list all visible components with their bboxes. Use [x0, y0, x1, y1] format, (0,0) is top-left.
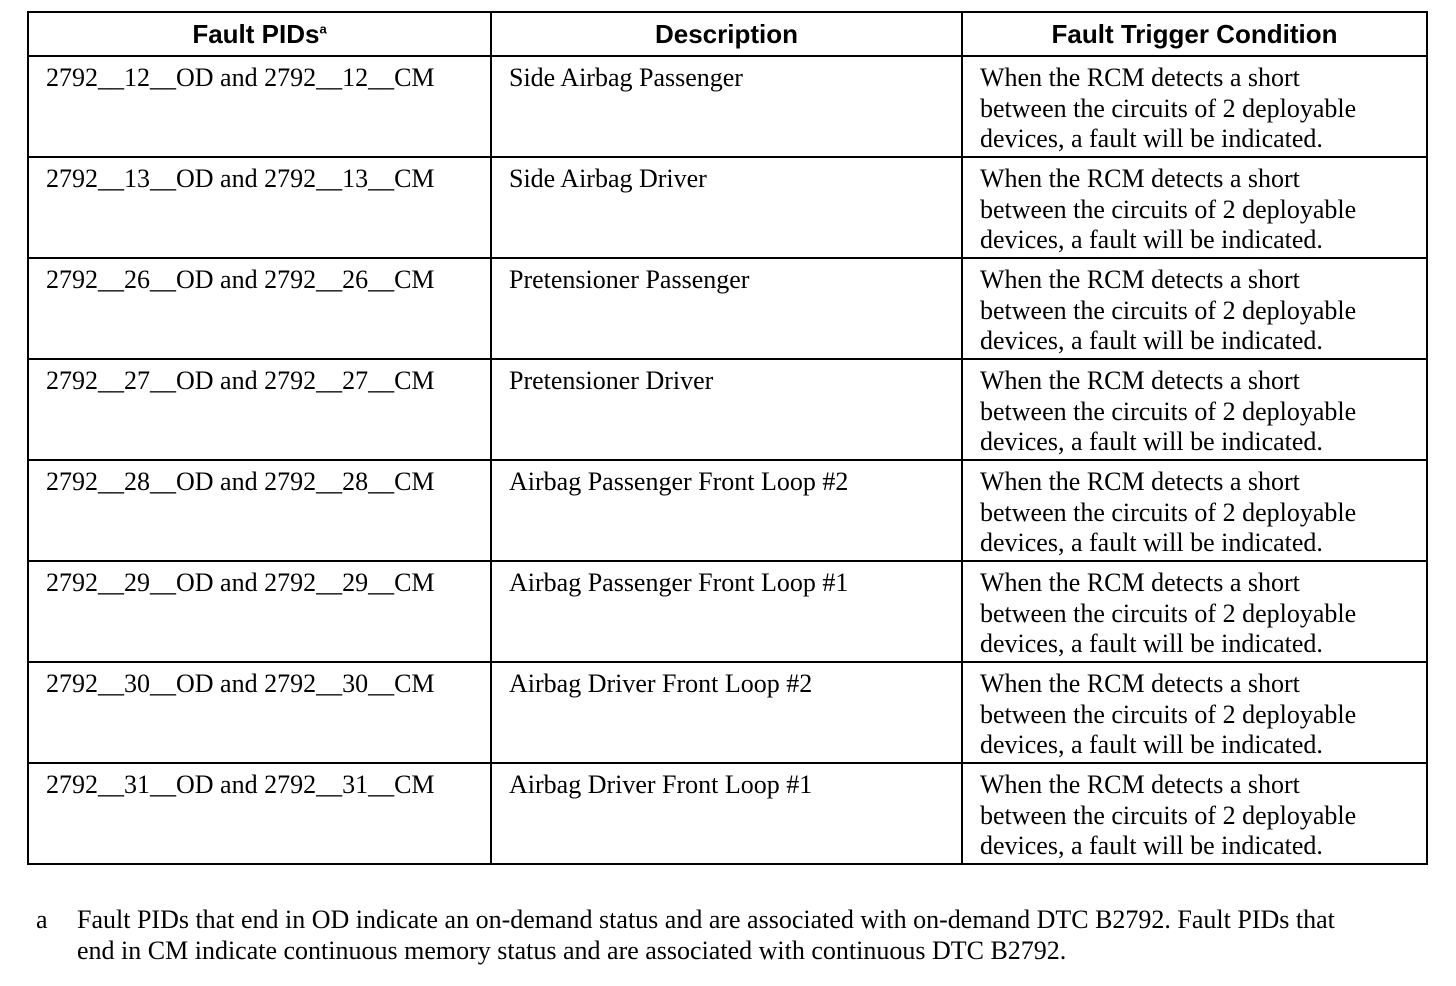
condition-cell: When the RCM detects a short between the circuits of 2 deployable devices, a fault will be indicated.: [962, 662, 1427, 763]
description-cell: Airbag Driver Front Loop #1: [491, 763, 962, 864]
table-row: [28, 561, 1427, 662]
condition-cell: When the RCM detects a short between the circuits of 2 deployable devices, a fault will be indicated.: [962, 460, 1427, 561]
condition-cell: When the RCM detects a short between the circuits of 2 deployable devices, a fault will be indicated.: [962, 157, 1427, 258]
table-row: [28, 56, 1427, 157]
document-page: [27, 11, 1426, 865]
condition-cell: When the RCM detects a short between the circuits of 2 deployable devices, a fault will be indicated.: [962, 56, 1427, 157]
description-cell: Airbag Passenger Front Loop #2: [491, 460, 962, 561]
fault-pid-cell: 2792__29__OD and 2792__29__CM: [28, 561, 491, 662]
fault-pid-cell: 2792__13__OD and 2792__13__CM: [28, 157, 491, 258]
description-cell: Side Airbag Passenger: [491, 56, 962, 157]
description-cell: Pretensioner Driver: [491, 359, 962, 460]
description-cell: Airbag Passenger Front Loop #1: [491, 561, 962, 662]
condition-cell: When the RCM detects a short between the circuits of 2 deployable devices, a fault will be indicated.: [962, 359, 1427, 460]
footnote-mark: a: [36, 905, 48, 934]
table-row: [28, 763, 1427, 864]
table-row: [28, 157, 1427, 258]
condition-cell: When the RCM detects a short between the circuits of 2 deployable devices, a fault will be indicated.: [962, 763, 1427, 864]
table-row: [28, 359, 1427, 460]
header-description: Description: [491, 12, 962, 56]
fault-pid-cell: 2792__28__OD and 2792__28__CM: [28, 460, 491, 561]
header-fault-pids: [28, 12, 491, 56]
table-body: [28, 56, 1427, 864]
fault-pid-cell: 2792__30__OD and 2792__30__CM: [28, 662, 491, 763]
fault-pid-cell: 2792__27__OD and 2792__27__CM: [28, 359, 491, 460]
description-cell: Side Airbag Driver: [491, 157, 962, 258]
condition-cell: When the RCM detects a short between the circuits of 2 deployable devices, a fault will be indicated.: [962, 561, 1427, 662]
table-row: [28, 662, 1427, 763]
table-row: [28, 258, 1427, 359]
description-cell: Airbag Driver Front Loop #2: [491, 662, 962, 763]
header-fault-pids-label: Fault PIDs: [192, 18, 320, 49]
fault-pid-cell: 2792__12__OD and 2792__12__CM: [28, 56, 491, 157]
fault-pid-cell: 2792__26__OD and 2792__26__CM: [28, 258, 491, 359]
description-cell: Pretensioner Passenger: [491, 258, 962, 359]
fault-pid-cell: 2792__31__OD and 2792__31__CM: [28, 763, 491, 864]
footnote-reference: a: [319, 20, 327, 36]
condition-cell: When the RCM detects a short between the circuits of 2 deployable devices, a fault will be indicated.: [962, 258, 1427, 359]
fault-pid-table: [27, 11, 1428, 865]
table-header-row: [28, 12, 1427, 56]
header-fault-trigger-condition: Fault Trigger Condition: [962, 12, 1427, 56]
footnote-text: Fault PIDs that end in OD indicate an on-demand status and are associated with on-demand DTC B2792. Fault PIDs that end in CM indicate continuous memory status and are associated with continuous DTC B2792.: [77, 905, 1335, 965]
table-row: [28, 460, 1427, 561]
